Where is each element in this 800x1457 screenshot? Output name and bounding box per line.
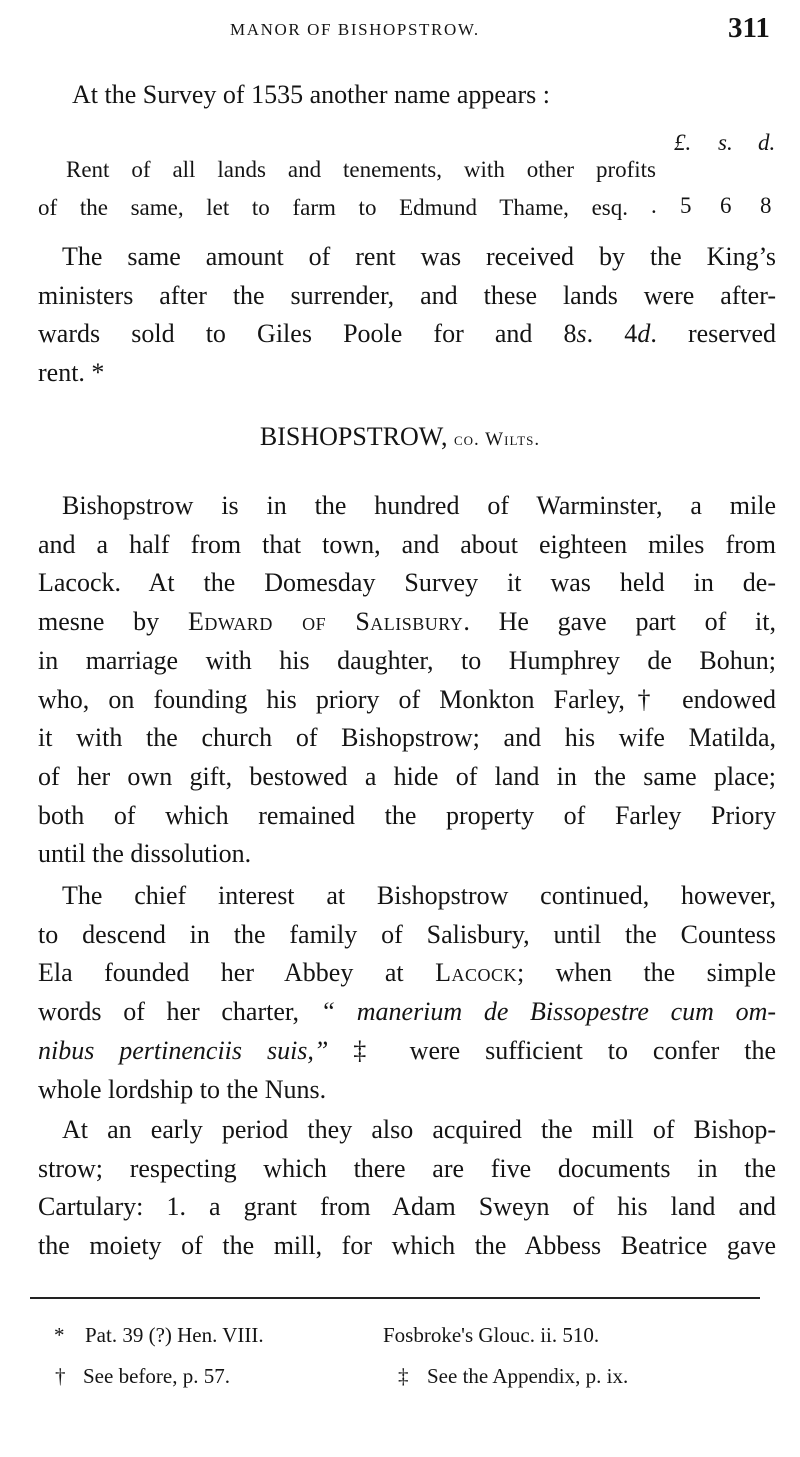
text-line [38, 1032, 776, 1070]
footnote-text-extra: Fosbroke's Glouc. ii. 510. [383, 1323, 600, 1347]
text-segment: Lacock. At the Domesday Survey it was held in de- [38, 568, 776, 598]
small-caps-name: Lacock [435, 958, 517, 988]
text-segment: until the dissolution. [38, 839, 252, 869]
text-line [38, 1227, 776, 1265]
footnote-text: See the Appendix, p. ix. [427, 1364, 629, 1388]
text-line [38, 681, 776, 719]
italic-text: d [637, 319, 651, 349]
footnote-divider [30, 1297, 760, 1299]
text-segment: . reserved [650, 319, 776, 349]
text-line [38, 564, 776, 602]
text-segment: the moiety of the mill, for which the Abbess Beatrice gave [38, 1231, 776, 1261]
text-line [38, 1150, 776, 1188]
text-segment: ‡ were sufficient to confer the [328, 1035, 776, 1065]
text-segment: strow; respecting which there are five documents in the [38, 1153, 776, 1183]
text-segment: Bishopstrow is in the hundred of Warminster, a mile [62, 491, 776, 520]
text-segment: Ela founded her Abbey at [38, 958, 436, 988]
text-segment: mesne by [38, 607, 188, 637]
rent-leader: . [651, 193, 657, 218]
text-line [38, 916, 776, 954]
text-segment: . 4 [586, 319, 638, 349]
text-line [38, 1071, 776, 1109]
text-line [38, 758, 776, 796]
footnote-mark: ‡ [398, 1364, 409, 1388]
italic-text: nibus pertinenciis suis,” [38, 1035, 329, 1065]
section-heading-main: BISHOPSTROW, [259, 422, 448, 451]
small-caps-name: Edward of Salisbury [187, 607, 464, 637]
footnote-text: See before, p. 57. [83, 1364, 230, 1388]
text-line [38, 1188, 776, 1226]
text-segment: whole lordship to the Nuns. [38, 1074, 327, 1104]
text-segment: in marriage with his daughter, to Humphrey de Bohun; [38, 645, 776, 675]
text-segment: rent. * [38, 358, 105, 388]
rent-value-shillings: 6 [720, 193, 732, 218]
rent-column-pence: d. [758, 130, 776, 155]
text-line [38, 354, 776, 392]
text-line [38, 797, 776, 835]
running-title: MANOR OF BISHOPSTROW. [230, 20, 480, 39]
page-number: 311 [728, 12, 770, 44]
text-line [62, 238, 776, 276]
italic-text: “ manerium de Bissopestre cum om- [320, 997, 776, 1027]
text-segment: it with the church of Bishopstrow; and his wife Matilda, [38, 723, 776, 753]
text-line [38, 526, 776, 564]
footnote-text: Pat. 39 (?) Hen. VIII. [85, 1323, 264, 1347]
text-segment: The same amount of rent was received by the King’s [62, 242, 776, 271]
rent-column-shillings: s. [718, 130, 733, 155]
text-line [38, 277, 776, 315]
text-line [38, 993, 776, 1031]
text-segment: of her own gift, bestowed a hide of land in the same place; [38, 761, 776, 791]
section-heading [0, 422, 800, 452]
text-segment: ministers after the surrender, and these lands were after- [38, 280, 776, 310]
text-segment: . He gave part of it, [463, 607, 776, 637]
text-segment: Cartulary: 1. a grant from Adam Sweyn of his land and [38, 1192, 776, 1222]
text-line [38, 954, 776, 992]
text-segment: words of her charter, [38, 997, 321, 1027]
text-line [62, 1111, 776, 1149]
text-segment: ; when the simple [516, 958, 777, 988]
text-segment: to descend in the family of Salisbury, until the Countess [38, 919, 776, 949]
footnote-mark: † [55, 1364, 66, 1388]
text-segment: The chief interest at Bishopstrow continued, however, [62, 881, 776, 910]
footnote-mark: * [54, 1323, 65, 1347]
text-segment: At an early period they also acquired the mill of Bishop- [62, 1115, 776, 1144]
text-line [38, 603, 776, 641]
section-heading-sub: co. Wilts. [453, 429, 541, 450]
text-line [62, 877, 776, 915]
text-segment: who, on founding his priory of Monkton Farley,† endowed [38, 684, 776, 714]
text-segment: wards sold to Giles Poole for and 8 [38, 319, 577, 349]
intro-line: At the Survey of 1535 another name appears : [72, 80, 550, 109]
text-line [62, 487, 776, 525]
rent-column-pounds: £. [674, 130, 692, 155]
rent-description-line: of the same, let to farm to Edmund Thame, esq. [38, 195, 628, 220]
rent-description-line: Rent of all lands and tenements, with other profits [66, 157, 656, 182]
text-line [38, 719, 776, 757]
text-line [38, 642, 776, 680]
italic-text: s [576, 319, 587, 349]
text-line [38, 315, 776, 353]
rent-value-pounds: 5 [680, 193, 692, 218]
text-segment: and a half from that town, and about eighteen miles from [38, 529, 776, 559]
rent-value-pence: 8 [760, 193, 772, 218]
text-segment: both of which remained the property of Farley Priory [38, 800, 776, 830]
text-line [38, 835, 776, 873]
